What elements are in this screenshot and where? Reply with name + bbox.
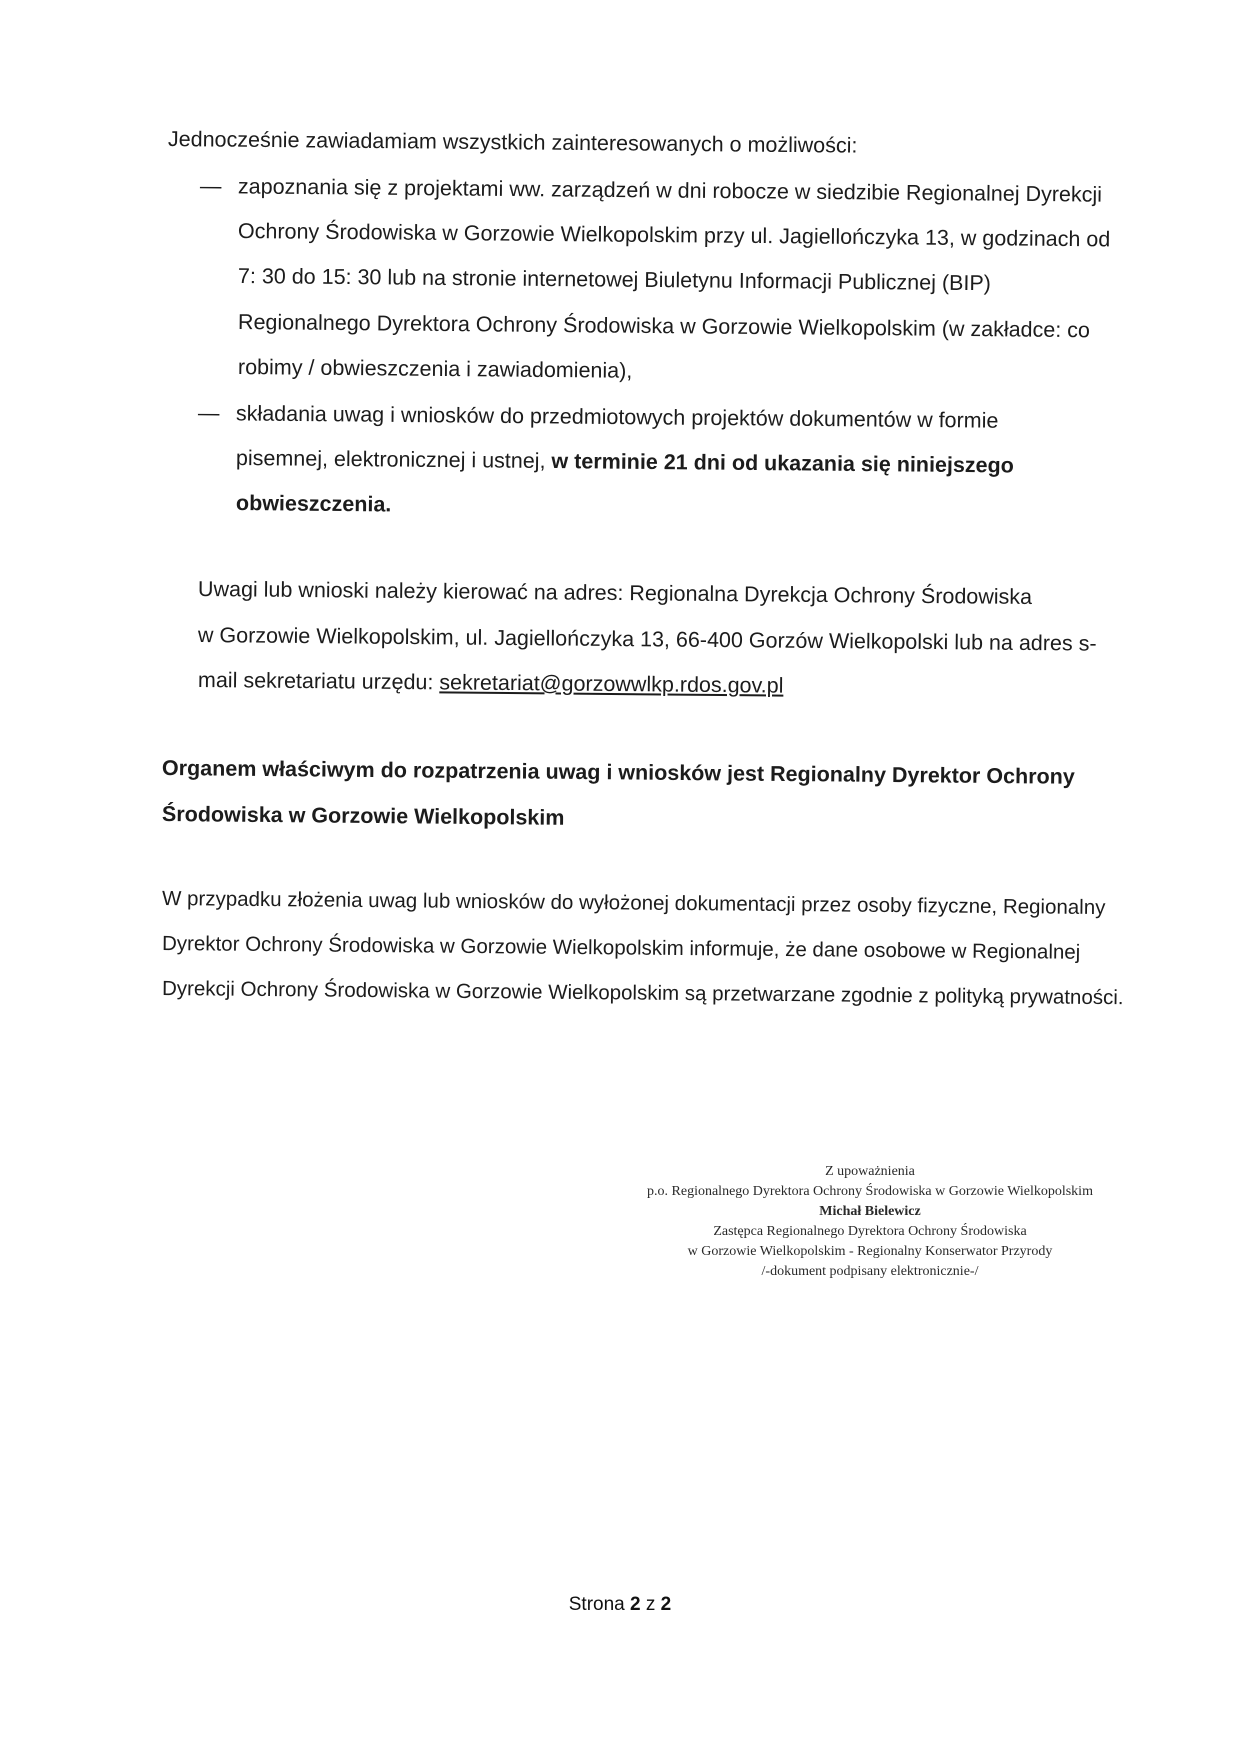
footer-prefix: Strona [568, 1594, 631, 1615]
privacy-line-3: Dyrekcji Ochrony Środowiska w Gorzowie Wielkopolskim są przetwarzane zgodnie z polityką prywatności. [161, 977, 1124, 1010]
address-line-3-prefix: mail sekretariatu urzędu: [197, 668, 440, 695]
privacy-line-2: Dyrektor Ochrony Środowiska w Gorzowie Wielkopolskim informuje, że dane osobowe w Regionalnej [161, 932, 1081, 964]
intro-text: Jednocześnie zawiadamiam wszystkich zainteresowanych o możliwości: [167, 127, 858, 158]
page-footer [0, 1594, 1240, 1616]
signature-line-2: p.o. Regionalnego Dyrektora Ochrony Środowiska w Gorzowie Wielkopolskim [647, 1184, 1093, 1199]
deadline-text: w terminie 21 dni od ukazania się niniejszego [551, 449, 1014, 478]
bullet-1-line-2: Ochrony Środowiska w Gorzowie Wielkopolskim przy ul. Jagiellończyka 13, w godzinach od [237, 219, 1111, 252]
bullet-dash: — [199, 174, 222, 199]
address-line-3 [198, 665, 784, 701]
privacy-line-1: W przypadku złożenia uwag lub wniosków do wyłożonej dokumentacji przez osoby fizyczne, Regionalny [161, 887, 1106, 920]
footer-page-total: 2 [660, 1594, 672, 1615]
bullet-2-line-1: składania uwag i wniosków do przedmiotowych projektów dokumentów w formie [235, 401, 999, 433]
bullet-1-first-line [200, 171, 1102, 210]
address-line-2: w Gorzowie Wielkopolskim, ul. Jagiellończyka 13, 66-400 Gorzów Wielkopolski lub na adres s- [197, 623, 1097, 656]
bullet-2-first-line [198, 398, 999, 436]
address-line-1: Uwagi lub wnioski należy kierować na adres: Regionalna Dyrekcja Ochrony Środowiska [197, 577, 1033, 610]
bullet-2-line-3: obwieszczenia. [235, 491, 392, 517]
signature-line-5: w Gorzowie Wielkopolskim - Regionalny Konserwator Przyrody [687, 1244, 1053, 1259]
bullet-1-line-3: 7: 30 do 15: 30 lub na stronie internetowej Biuletynu Informacji Publicznej (BIP) [237, 264, 992, 296]
bullet-1-line-4: Regionalnego Dyrektora Ochrony Środowiska w Gorzowie Wielkopolskim (w zakładce: co [237, 310, 1091, 343]
footer-of: z [640, 1594, 661, 1615]
organ-line-2: Środowiska w Gorzowie Wielkopolskim [161, 802, 565, 830]
footer-page-number: 2 [630, 1594, 641, 1615]
bullet-1-line-5: robimy / obwieszczenia i zawiadomienia), [237, 355, 633, 383]
signature-line-6: /-dokument podpisany elektronicznie-/ [761, 1264, 979, 1279]
signature-line-1: Z upoważnienia [825, 1164, 915, 1179]
signatory-name: Michał Bielewicz [819, 1204, 921, 1219]
signature-line-4: Zastępca Regionalnego Dyrektora Ochrony Środowiska [713, 1224, 1027, 1239]
bullet-2-line-2 [236, 443, 1014, 480]
bullet-dash: — [197, 401, 220, 426]
bullet-1-line-1: zapoznania się z projektami ww. zarządzeń w dni robocze w siedzibie Regionalnej Dyrekcji [237, 174, 1103, 207]
bullet-2-line-2-normal: pisemnej, elektronicznej i ustnej, [235, 446, 552, 474]
organ-line-1: Organem właściwym do rozpatrzenia uwag i wniosków jest Regionalny Dyrektor Ochrony [161, 756, 1075, 789]
email-link[interactable]: sekretariat@gorzowwlkp.rdos.gov.pl [439, 670, 784, 698]
signature-block [560, 1162, 1180, 1282]
